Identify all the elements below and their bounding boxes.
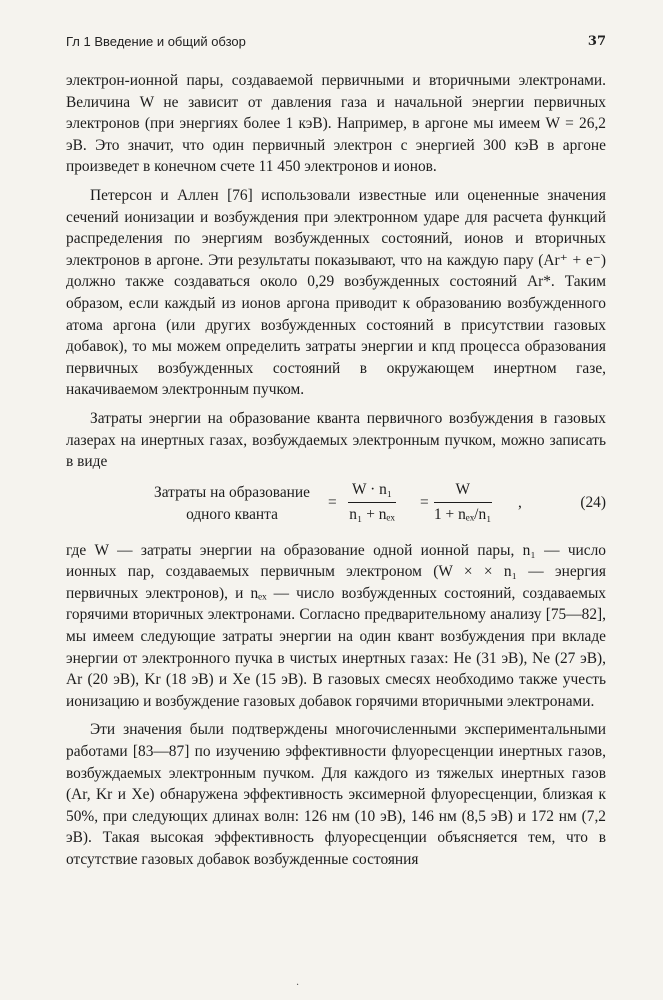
fraction-2	[434, 480, 492, 525]
fraction-1	[348, 480, 396, 525]
fraction-1-denominator: n₁ + nₑₓ	[349, 505, 395, 523]
paragraph-1: электрон-ионной пары, создаваемой первичными и вторичными электронами. Величина W не зависит от давления газа и начальной энергии первичных электронов (при энергиях более 1 кэВ). Например, в аргоне мы имеем W = 26,2 эВ. Это значит, что один первичный электрон с энергией 300 кэВ в аргоне произведет в конечном счете 11 450 электронов и ионов.	[66, 72, 606, 176]
fraction-2-numerator: W	[434, 480, 492, 503]
fraction-2-denominator: 1 + nₑₓ/n₁	[434, 505, 492, 523]
paragraph-3: Затраты энергии на образование кванта первичного возбуждения в газовых лазерах на инертных газах, возбуждаемых электронным пучком, можно записать в виде	[66, 409, 606, 471]
equals-sign-1: =	[328, 493, 337, 511]
chapter-title: Гл 1 Введение и общий обзор	[66, 34, 246, 49]
paragraph-2: Петерсон и Аллен [76] использовали известные или оцененные значения сечений ионизации и возбуждения при электронном ударе для расчета функций распределения по энергиям возбужденных состояний, ионов и вторичных электронов в аргоне. Эти результаты показывают, что на каждую пару (Ar⁺ + e⁻) должно также создаваться около 0,29 возбужденных состояний Ar*. Таким образом, если каждый из ионов аргона приводит к образованию возбужденного атома аргона (или других возбужденных состояний в присутствии газовых добавок), то мы можем определить затраты энергии и кпд процесса образования первичных возбужденных состояний в окружающем инертном газе, накачиваемом электронным пучком.	[66, 186, 606, 399]
paragraph-4: где W — затраты энергии на образование одной ионной пары, n₁ — число ионных пар, создаваемых первичным электроном (W × × n₁ — энергия первичных электронов), и nₑₓ — число возбужденных состояний, создаваемых горячими вторичных электронами. Согласно предварительному анализу [75—82], мы имеем следующие затраты энергии на один квант возбуждения при вкладе энергии от электронного пучка в чистых инертных газах: He (31 эВ), Ne (27 эВ), Ar (20 эВ), Kr (18 эВ) и Xe (15 эВ). В газовых смесях необходимо также учесть ионизацию и возбуждение газовых добавок горячими вторичными электронами.	[66, 541, 606, 710]
body-text	[66, 70, 606, 878]
equation-number: (24)	[580, 493, 606, 511]
formula-comma: ,	[518, 493, 522, 511]
fraction-1-numerator: W · n₁	[348, 480, 396, 503]
print-mark: ·	[296, 980, 300, 991]
equals-sign-2: =	[420, 493, 429, 511]
formula-lhs-line1: Затраты на образование	[154, 483, 310, 501]
paragraph-5: Эти значения были подтверждены многочисленными экспериментальными работами [83—87] по изучению эффективности флуоресценции инертных газов, возбуждаемых электронным пучком. Для каждого из тяжелых инертных газов (Ar, Kr и Xe) обнаружена эффективность эксимерной флуоресценции, близкая к 50%, при следующих длинах волн: 126 нм (10 эВ), 146 нм (8,5 эВ) и 172 нм (7,2 эВ). Такая высокая эффективность флуоресценции объясняется тем, что в отсутствие газовых добавок возбужденные состояния	[66, 721, 606, 868]
formula-lhs-line2: одного кванта	[186, 505, 278, 523]
formula-lhs	[142, 482, 322, 526]
page-number: 37	[587, 34, 606, 49]
equation-24	[66, 480, 606, 532]
